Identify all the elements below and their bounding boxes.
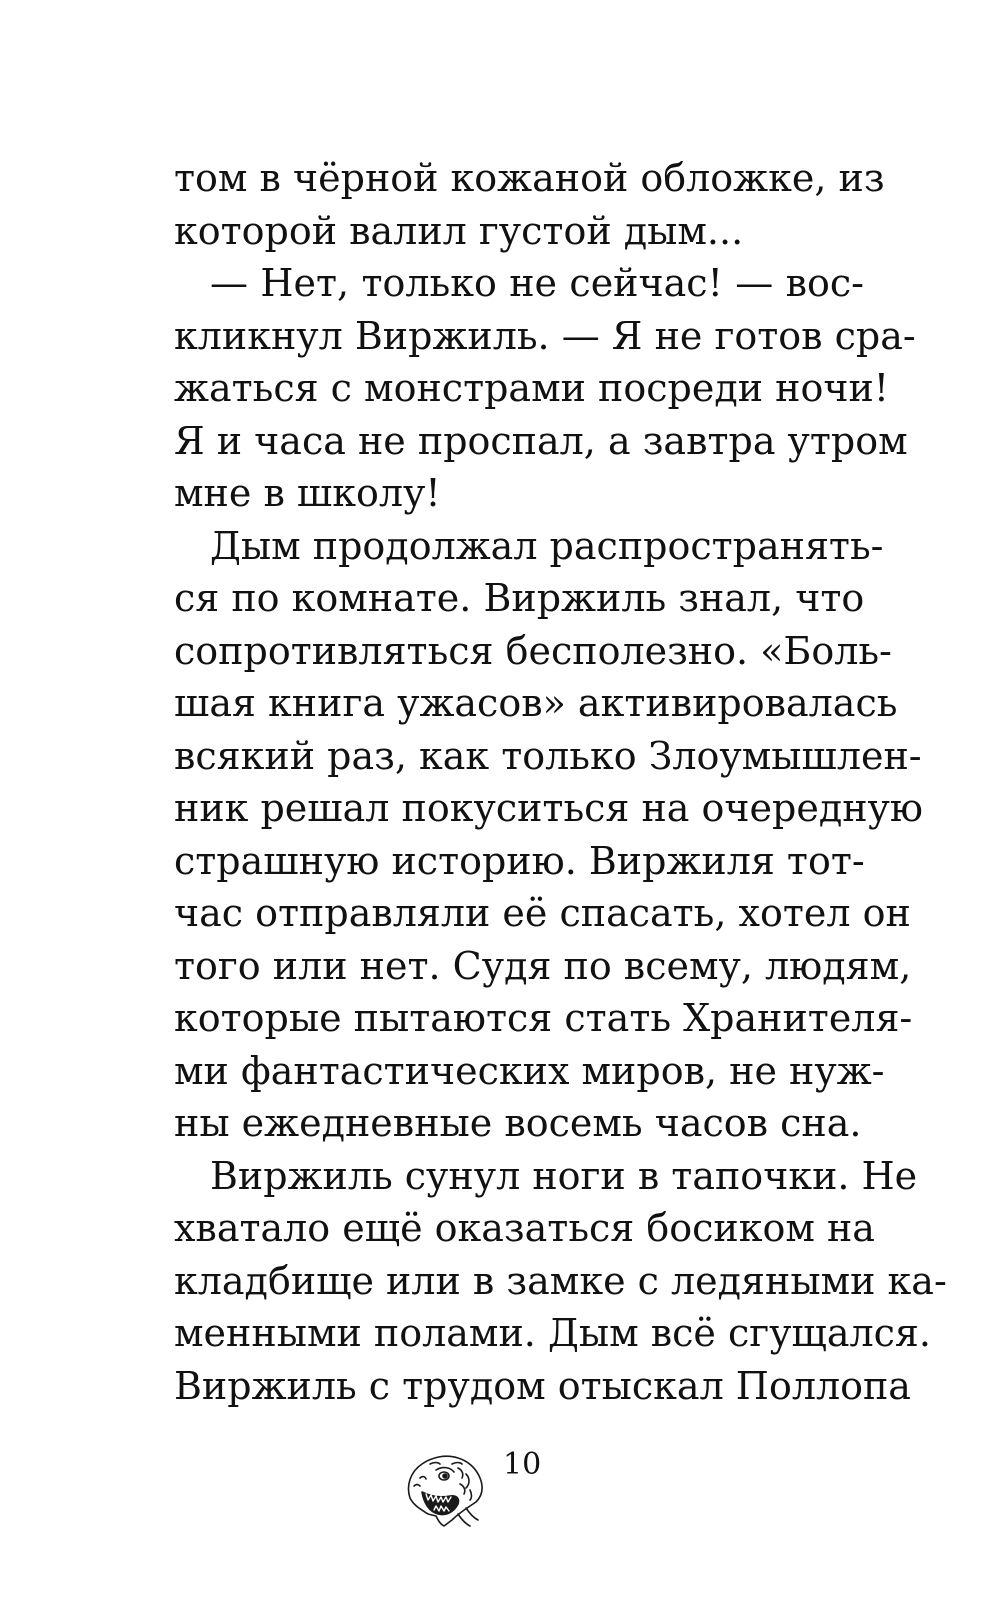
text-line: хватало ещё оказаться босиком на bbox=[174, 1206, 875, 1250]
text-line: которые пытаются стать Хранителя- bbox=[174, 996, 913, 1040]
text-line: шая книга ужасов» активировалась bbox=[174, 681, 898, 725]
text-line: сопротивляться бесполезно. «Боль- bbox=[174, 628, 892, 673]
text-line: того или нет. Судя по всему, людям, bbox=[174, 943, 912, 988]
text-line: ся по комнате. Виржиль знал, что bbox=[174, 576, 865, 620]
text-line: Виржиль сунул ноги в тапочки. Не bbox=[210, 1153, 918, 1198]
text-line: страшную историю. Виржиля тот- bbox=[174, 838, 865, 883]
page-number: 10 bbox=[503, 1447, 542, 1482]
text-line: которой валил густой дым... bbox=[174, 208, 744, 253]
dinosaur-head-icon bbox=[400, 1440, 492, 1532]
text-line: ник решал покуситься на очередную bbox=[174, 786, 923, 830]
text-line: кликнул Виржиль. — Я не готов сра- bbox=[174, 313, 916, 358]
text-line: кладбище или в замке с ледяными ка- bbox=[174, 1258, 947, 1303]
text-line: Я и часа не проспал, а завтра утром bbox=[174, 418, 908, 463]
text-line: жаться с монстрами посреди ночи! bbox=[174, 366, 890, 410]
text-line: всякий раз, как только Злоумышлен- bbox=[174, 733, 922, 778]
text-line: ми фантастических миров, не нуж- bbox=[174, 1048, 885, 1093]
text-line: час отправляли её спасать, хотел он bbox=[174, 891, 911, 935]
text-line: Дым продолжал распространять- bbox=[210, 523, 884, 568]
text-line: менными полами. Дым всё сгущался. bbox=[174, 1311, 931, 1355]
body-text bbox=[174, 152, 947, 1412]
text-line: ны ежедневные восемь часов сна. bbox=[174, 1101, 862, 1145]
text-line: Виржиль с трудом отыскал Поллопа bbox=[174, 1363, 911, 1408]
text-line: — Нет, только не сейчас! — вос- bbox=[210, 261, 864, 305]
text-line: мне в школу! bbox=[174, 471, 441, 515]
text-line: том в чёрной кожаной обложке, из bbox=[174, 156, 885, 200]
